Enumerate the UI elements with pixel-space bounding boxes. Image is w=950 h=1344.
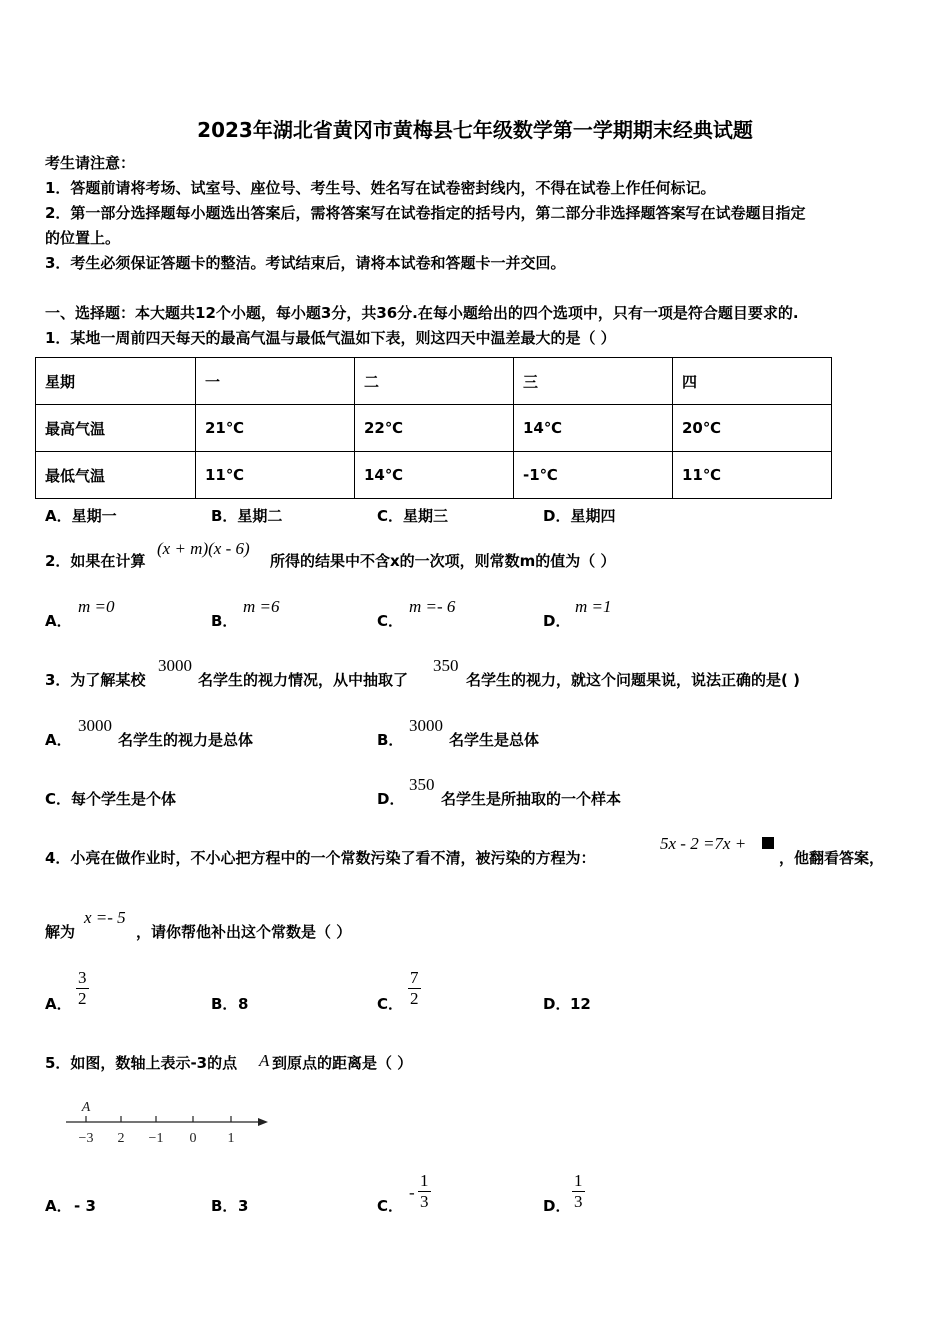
q3-option-a-text: 名学生的视力是总体: [118, 731, 254, 749]
table-cell: 最低气温: [36, 452, 196, 499]
q3-option-a-number: 3000: [78, 716, 112, 735]
q4-option-a-label: A．: [45, 995, 72, 1013]
temperature-table: [35, 357, 832, 499]
q5-option-a-label: A．: [45, 1197, 72, 1215]
table-cell: 22℃: [355, 405, 514, 452]
q3-stem-2: 名学生的视力情况，从中抽取了: [198, 671, 409, 689]
q5-option-b-value: 3: [238, 1197, 249, 1215]
q1-stem: 1．某地一周前四天每天的最高气温与最低气温如下表，则这四天中温差最大的是（ ）: [45, 329, 616, 347]
q3-stem-3: 名学生的视力，就这个问题果说，说法正确的是( ): [466, 671, 800, 689]
table-cell: 最高气温: [36, 405, 196, 452]
q4-option-c-label: C．: [377, 995, 404, 1013]
q5-option-a-value: - 3: [74, 1197, 96, 1215]
table-cell: 星期: [36, 358, 196, 405]
q3-number-2: 350: [433, 656, 459, 675]
notice-item-3: 3．考生必须保证答题卡的整洁。考试结束后，请将本试卷和答题卡一并交回。: [45, 254, 566, 272]
number-line: [62, 1095, 272, 1150]
q4-option-d-label: D．: [543, 995, 571, 1013]
q4-stem-line1-end: ，他翻看答案，: [779, 849, 885, 867]
q4-solution: x =- 5: [84, 908, 126, 927]
q2-option-a-label: A．: [45, 612, 72, 630]
page-title: 2023年湖北省黄冈市黄梅县七年级数学第一学期期末经典试题: [197, 118, 753, 142]
q4-option-b-value: 8: [238, 995, 249, 1013]
q4-option-d-value: 12: [570, 995, 591, 1013]
q2-stem-prefix: 2．如果在计算: [45, 552, 146, 570]
table-cell: 14℃: [355, 452, 514, 499]
q2-option-a-value: m =0: [78, 597, 115, 616]
notice-item-2: 2．第一部分选择题每小题选出答案后，需将答案写在试卷指定的括号内，第二部分非选择题答案写在试卷题目指定: [45, 204, 806, 222]
q2-stem-suffix: 所得的结果中不含x的一次项，则常数m的值为（ ）: [270, 552, 616, 570]
fraction-numerator: 1: [420, 1171, 429, 1190]
notice-item-1: 1．答题前请将考场、试室号、座位号、考生号、姓名写在试卷密封线内，不得在试卷上作任何标记。: [45, 179, 716, 197]
fraction-numerator: 3: [78, 968, 87, 987]
q1-option-d: D．星期四: [543, 507, 616, 525]
table-cell: 三: [514, 358, 673, 405]
fraction-numerator: 1: [574, 1171, 583, 1190]
q4-stem-line2-post: ，请你帮他补出这个常数是（ ）: [136, 923, 352, 941]
q2-option-d-value: m =1: [575, 597, 612, 616]
q5-stem-pre: 5．如图，数轴上表示-3的点: [45, 1054, 238, 1072]
q4-option-c-fraction: [408, 968, 421, 1009]
fraction-denominator: 2: [410, 989, 419, 1008]
tick-label: 1: [227, 1131, 235, 1146]
q3-option-d-label: D．: [377, 790, 405, 808]
table-cell: 11℃: [196, 452, 355, 499]
table-cell: 21℃: [196, 405, 355, 452]
q2-option-b-value: m =6: [243, 597, 280, 616]
q3-option-b-text: 名学生是总体: [449, 731, 540, 749]
q5-option-b-label: B．: [211, 1197, 238, 1215]
q4-option-a-fraction: [76, 968, 89, 1009]
table-cell: 二: [355, 358, 514, 405]
q2-expression: (x + m)(x - 6): [157, 539, 250, 558]
fraction-denominator: 3: [420, 1192, 429, 1211]
fraction-numerator: 7: [410, 968, 419, 987]
section-heading: 一、选择题：本大题共12个小题，每小题3分，共36分.在每小题给出的四个选项中，只有一项是符合题目要求的.: [45, 304, 799, 322]
tick-label: 0: [189, 1131, 197, 1146]
table-cell: -1℃: [514, 452, 673, 499]
q2-option-d-label: D．: [543, 612, 571, 630]
table-row: [36, 358, 832, 405]
q3-option-c: C．每个学生是个体: [45, 790, 177, 808]
table-cell: 四: [673, 358, 832, 405]
q5-option-c-fraction: [418, 1171, 431, 1212]
q1-option-c: C．星期三: [377, 507, 449, 525]
q2-option-c-value: m =- 6: [409, 597, 456, 616]
notice-item-2-cont: 的位置上。: [45, 229, 121, 247]
q1-option-a: A．星期一: [45, 507, 117, 525]
q3-option-d-number: 350: [409, 775, 435, 794]
table-row: [36, 452, 832, 499]
arrow-right-icon: [258, 1118, 268, 1126]
tick-label: −1: [148, 1131, 164, 1146]
axis-point-label: A: [81, 1100, 91, 1115]
q4-equation: 5x - 2 =7x +: [660, 834, 747, 853]
q5-option-c-sign: -: [409, 1183, 415, 1202]
fraction-denominator: 2: [78, 989, 87, 1008]
q3-option-d-text: 名学生是所抽取的一个样本: [441, 790, 622, 808]
smudge-square-icon: [762, 837, 774, 849]
table-cell: 14℃: [514, 405, 673, 452]
q3-option-a-label: A．: [45, 731, 72, 749]
q2-option-c-label: C．: [377, 612, 404, 630]
q5-point-label: A: [259, 1051, 270, 1070]
table-cell: 11℃: [673, 452, 832, 499]
q5-option-d-label: D．: [543, 1197, 571, 1215]
table-cell: 20℃: [673, 405, 832, 452]
q5-stem-post: 到原点的距离是（ ）: [272, 1054, 413, 1072]
notice-heading: 考生请注意：: [45, 154, 136, 172]
q2-option-b-label: B．: [211, 612, 238, 630]
q1-option-b: B．星期二: [211, 507, 283, 525]
q3-option-b-number: 3000: [409, 716, 443, 735]
table-row: [36, 405, 832, 452]
q4-stem-line1: 4．小亮在做作业时，不小心把方程中的一个常数污染了看不清，被污染的方程为：: [45, 849, 596, 867]
q4-stem-line2-pre: 解为: [45, 923, 76, 941]
tick-label: −3: [78, 1131, 94, 1146]
q3-number-1: 3000: [158, 656, 192, 675]
table-cell: 一: [196, 358, 355, 405]
q5-option-d-fraction: [572, 1171, 585, 1212]
q5-option-c-label: C．: [377, 1197, 404, 1215]
q3-stem-1: 3．为了解某校: [45, 671, 146, 689]
fraction-denominator: 3: [574, 1192, 583, 1211]
tick-label: 2: [117, 1131, 125, 1146]
q3-option-b-label: B．: [377, 731, 404, 749]
q4-option-b-label: B．: [211, 995, 238, 1013]
